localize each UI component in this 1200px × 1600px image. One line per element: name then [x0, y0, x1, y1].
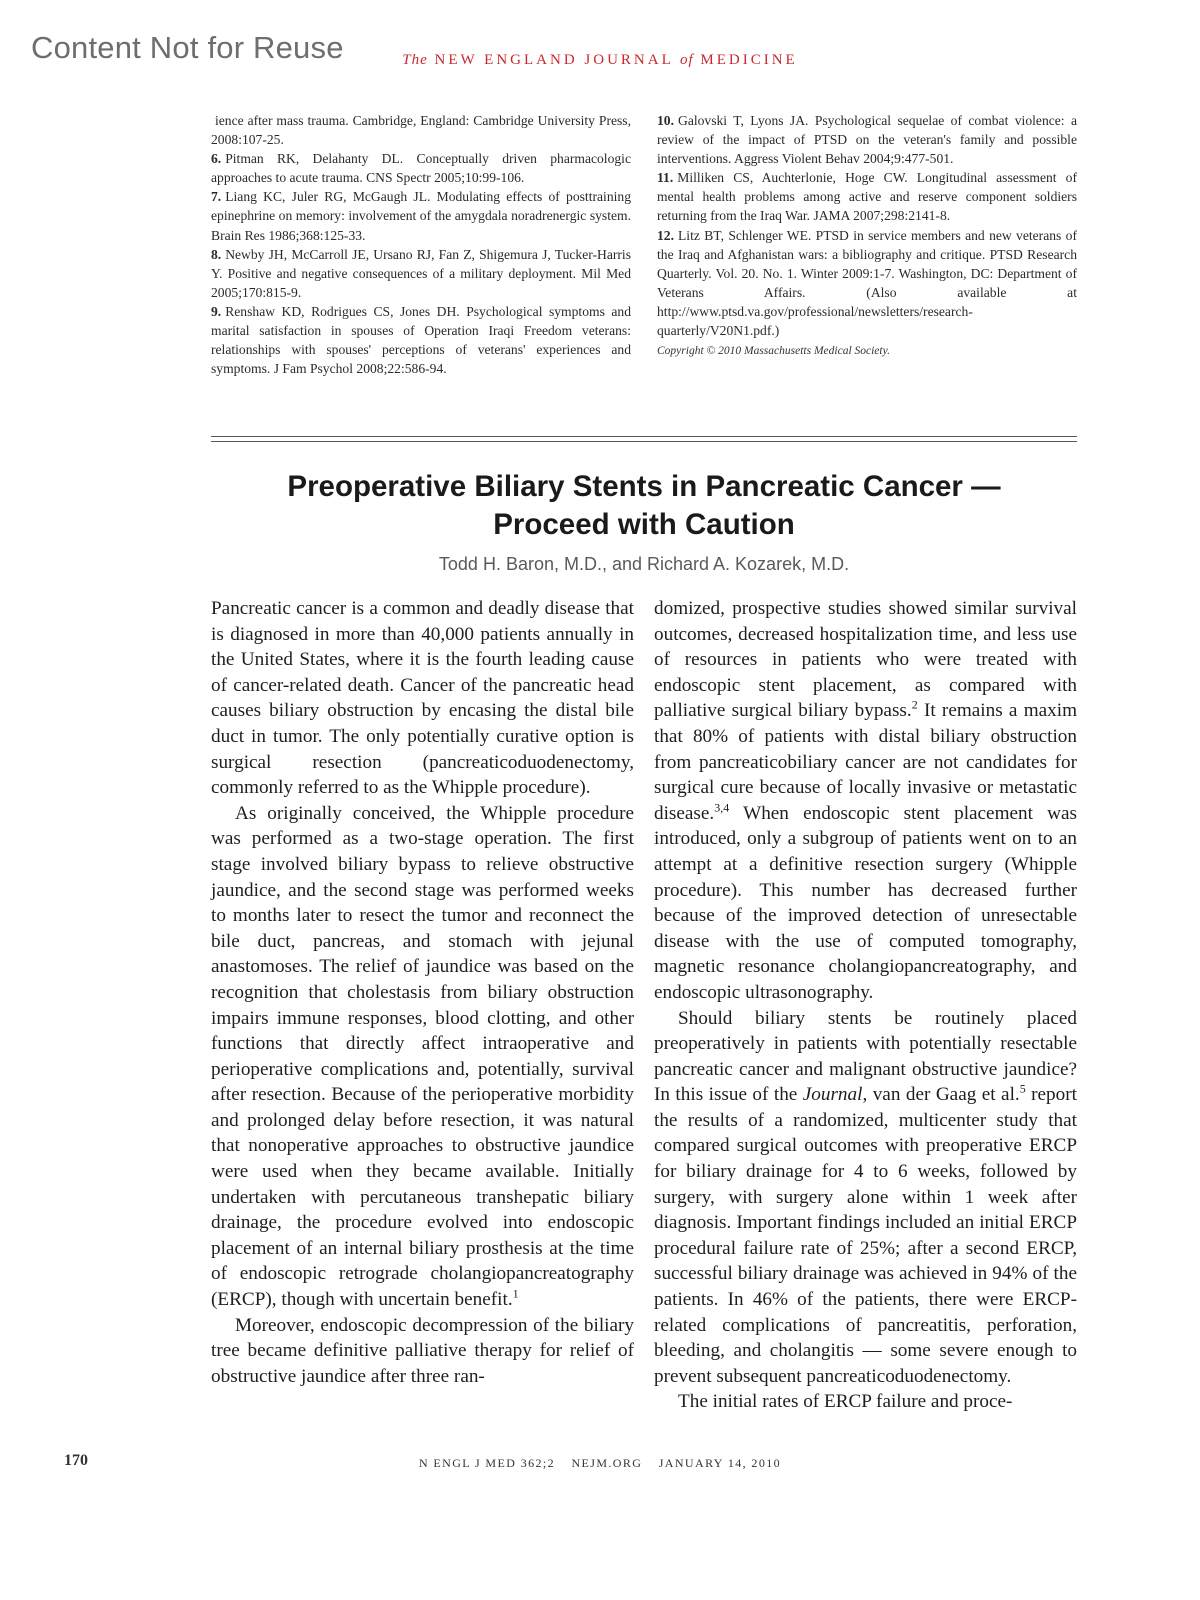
article-title [211, 468, 1077, 544]
reference-item: 6. Pitman RK, Delahanty DL. Conceptually driven pharmacologic approaches to acute trauma. CNS Spectr 2005;10:99-106. [211, 151, 631, 186]
reference-column-right [657, 111, 1077, 378]
page-number: 170 [64, 1452, 88, 1469]
section-divider [211, 436, 1077, 442]
page-footer [0, 1456, 1200, 1471]
reference-item: 10. Galovski T, Lyons JA. Psychological sequelae of combat violence: a review of the impact of PTSD on the veteran's family and possible interventions. Aggress Violent Behav 2004;9:477-501. [657, 113, 1077, 167]
article-authors: Todd H. Baron, M.D., and Richard A. Kozarek, M.D. [438, 554, 850, 574]
paragraph: Should biliary stents be routinely placed preoperatively in patients with potentially resectable pancreatic cancer and malignant obstructive jaundice? In this issue of the Journal, van der Gaag et al.$^5$ report the results of a randomized, multicenter study that compared surgical outcomes with preoperative ERCP for biliary drainage for 4 to 6 weeks, followed by surgery, with surgery alone within 1 week after diagnosis. Important findings included an initial ERCP procedural failure rate of 25%; after a second ERCP, successful biliary drainage was achieved in 94% of the patients. In 46% of the patients, there were ERCP-related complications of pancreatitis, perforation, bleeding, and cholangitis — some severe enough to prevent subsequent pancreaticoduodenectomy. [654, 1007, 1077, 1387]
paragraph: Pancreatic cancer is a common and deadly disease that is diagnosed in more than 40,000 patients annually in the United States, where it is the fourth leading cause of cancer-related death. Cancer of the pancreatic head causes biliary obstruction by encasing the distal bile duct in tumor. The only potentially curative option is surgical resection (pancreaticoduodenectomy, commonly referred to as the Whipple procedure). [211, 598, 634, 799]
citation-marker: 1 [512, 1286, 519, 1301]
footer-site: NEJM.ORG [571, 1456, 643, 1470]
article-title-line2: Proceed with Caution [493, 508, 795, 541]
reference-item: 12. Litz BT, Schlenger WE. PTSD in service members and new veterans of the Iraq and Afghanistan wars: a bibliography and critique. PTSD Research Quarterly. Vol. 20. No. 1. Winter 2009:1-7. Washington, DC: Department of Veterans Affairs. (Also available at http://www.ptsd.va.gov/professional/newsletters/research-quarterly/V20N1.pdf.) [657, 227, 1077, 339]
running-head [0, 52, 1200, 69]
reference-item: 8. Newby JH, McCarroll JE, Ursano RJ, Fan Z, Shigemura J, Tucker-Harris Y. Positive and negative consequences of a military deployment. Mil Med 2005;170:815-9. [211, 246, 631, 300]
paragraph: The initial rates of ERCP failure and proce- [678, 1391, 1013, 1413]
reference-item: ience after mass trauma. Cambridge, England: Cambridge University Press, 2008:107-25. [211, 113, 631, 148]
paragraph: Moreover, endoscopic decompression of the biliary tree became definitive palliative therapy for relief of obstructive jaundice after three ran- [211, 1314, 634, 1387]
reference-item: 7. Liang KC, Juler RG, McGaugh JL. Modulating effects of posttraining epinephrine on memory: involvement of the amygdala noradrenergic system. Brain Res 1986;368:125-33. [211, 189, 631, 243]
running-head-the: The [402, 52, 428, 68]
paragraph: As originally conceived, the Whipple procedure was performed as a two-stage operation. The first stage involved biliary bypass to relieve obstructive jaundice, and the second stage was performed weeks to months later to resect the tumor and reconnect the bile duct, pancreas, and stomach with jejunal anastomoses. The relief of jaundice was based on the recognition that cholestasis from biliary obstruction impairs immune responses, blood clotting, and other functions that directly affect intraoperative and perioperative complications and, potentially, survival after resection. Because of the perioperative morbidity and prolonged delay before resection, it was natural that nonoperative approaches to obstructive jaundice were used when they became available. Initially undertaken with percutaneous transhepatic biliary drainage, the procedure evolved into endoscopic placement of an internal biliary prosthesis at the time of endoscopic retrograde cholangiopancreatography (ERCP), though with uncertain benefit.$^1$ [211, 802, 634, 1311]
copyright-notice: Copyright © 2010 Massachusetts Medical Society. [657, 345, 890, 358]
running-head-part1: NEW ENGLAND JOURNAL [434, 52, 674, 68]
reference-item: 9. Renshaw KD, Rodrigues CS, Jones DH. Psychological symptoms and marital satisfaction in spouses of Operation Iraqi Freedom veterans: relationships with spouses' perceptions of veterans' experiences and symptoms. J Fam Psychol 2008;22:586-94. [211, 303, 631, 377]
journal-name: Journal [802, 1084, 863, 1106]
running-head-of: of [679, 52, 694, 68]
watermark: Content Not for Reuse [31, 30, 344, 65]
article-body [211, 596, 1077, 1415]
reference-list [211, 111, 1077, 378]
running-head-part2: MEDICINE [700, 52, 798, 68]
article-title-line1: Preoperative Biliary Stents in Pancreatic Cancer — [287, 470, 1001, 503]
citation-marker: 2 [911, 697, 918, 712]
body-column-left [211, 596, 634, 1415]
paragraph: domized, prospective studies showed similar survival outcomes, decreased hospitalization time, and less use of resources in patients who were treated with endoscopic stent placement, as compared with palliative surgical biliary bypass.$^2$ It remains a maxim that 80% of patients with distal biliary obstruction from pancreaticobiliary cancer are not candidates for surgical cure because of locally invasive or metastatic disease.$^{3,4}$ When endoscopic stent placement was introduced, only a subgroup of patients went on to an attempt at a definitive resection surgery (Whipple procedure). This number has decreased further because of the improved detection of unresectable disease with the use of computed tomography, magnetic resonance cholangiopancreatography, and endoscopic ultrasonography. [654, 598, 1077, 1003]
reference-item: 11. Milliken CS, Auchterlonie, Hoge CW. Longitudinal assessment of mental health problems among active and reserve component soldiers returning from the Iraq War. JAMA 2007;298:2141-8. [657, 170, 1077, 224]
body-column-right [654, 596, 1077, 1415]
footer-citation: N ENGL J MED 362;2 [418, 1456, 556, 1470]
citation-marker: 5 [1019, 1081, 1026, 1096]
reference-column-left [211, 111, 631, 378]
footer-date: JANUARY 14, 2010 [658, 1456, 782, 1470]
citation-marker: 3,4 [714, 800, 730, 815]
